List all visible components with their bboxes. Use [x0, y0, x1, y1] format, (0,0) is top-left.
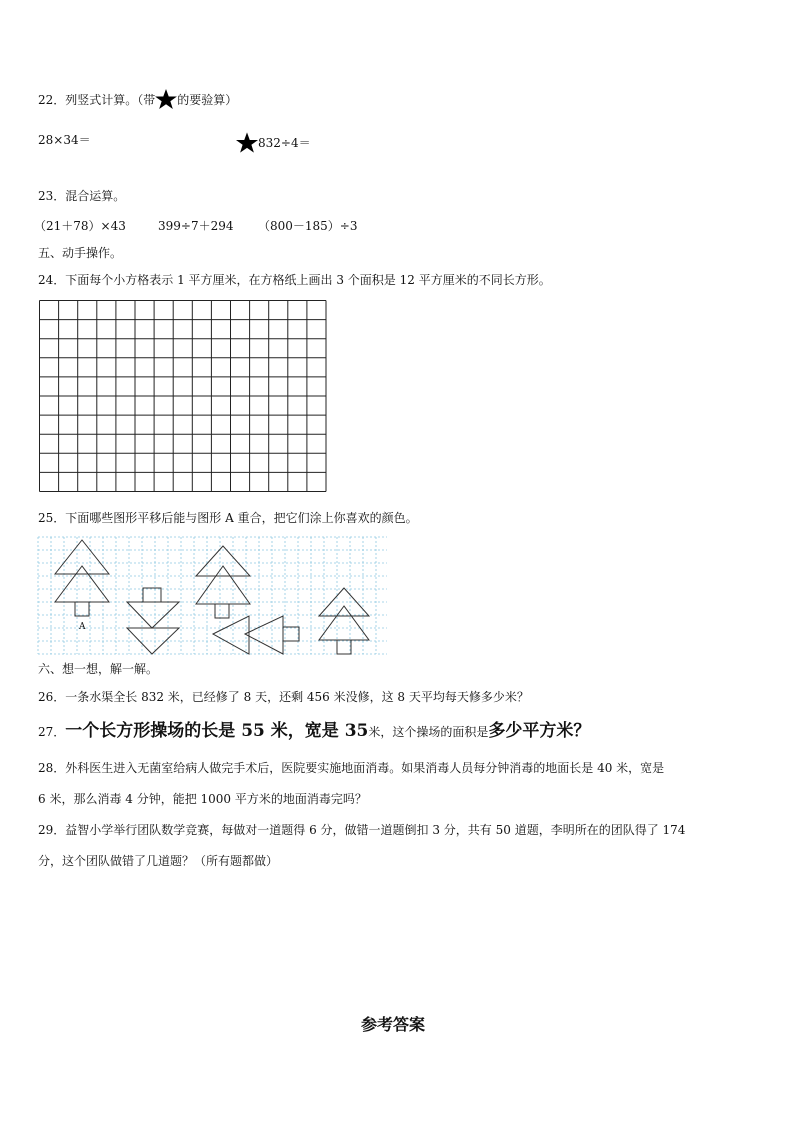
shape-c-middle — [196, 566, 250, 604]
q22-title-suffix: 的要验算） — [177, 93, 238, 107]
q27-part2: 米，这个操场的面积是 — [368, 725, 489, 739]
shape-c-top — [196, 546, 250, 576]
shape-c-trunk — [215, 604, 229, 618]
star-icon — [155, 89, 177, 109]
q23-title: 23．混合运算。 — [38, 189, 126, 203]
label-a: A — [79, 622, 86, 632]
q29-line-2: 分，这个团队做错了几道题？（所有题都做） — [38, 854, 279, 868]
q27-part1: 一个长方形操场的长是 55 米，宽是 35 — [65, 721, 369, 741]
q22-expr-1: 28×34＝ — [38, 133, 91, 147]
q27-num: 27． — [38, 725, 66, 739]
q23-expr-1: （21＋78）×43 — [34, 219, 126, 233]
shape-b-block — [143, 588, 161, 602]
q28-line-1: 28．外科医生进入无菌室给病人做完手术后，医院要实施地面消毒。如果消毒人员每分钟消毒的地面长是 40 米，宽是 — [38, 761, 665, 775]
q22-title-prefix: 22．列竖式计算。（带 — [38, 93, 156, 107]
q22-expr-2 — [236, 132, 311, 153]
q23-expr-3: （800－185）÷3 — [258, 219, 358, 233]
shape-a-middle — [55, 566, 109, 602]
square-grid[interactable] — [39, 300, 327, 494]
q23-expr-2: 399÷7＋294 — [158, 219, 234, 233]
shape-a-top — [55, 540, 109, 574]
shape-e-middle — [319, 606, 369, 640]
shape-d-right — [245, 616, 283, 654]
q26-text: 26．一条水渠全长 832 米，已经修了 8 天，还剩 456 米没修，这 8 天平均每天修多少米？ — [38, 690, 529, 704]
section-6-heading: 六、想一想，解一解。 — [38, 662, 159, 676]
q28-line-2: 6 米，那么消毒 4 分钟，能把 1000 平方米的地面消毒完吗？ — [38, 792, 367, 806]
q27-text — [38, 719, 590, 744]
shape-d-left — [213, 616, 249, 654]
q25-title: 25．下面哪些图形平移后能与图形 A 重合，把它们涂上你喜欢的颜色。 — [38, 511, 418, 525]
q29-line-1: 29．益智小学举行团队数学竞赛，每做对一道题得 6 分，做错一道题倒扣 3 分，共有 50 道题，李明所在的团队得了 174 — [38, 823, 686, 837]
q22-expr-2-text: 832÷4＝ — [258, 136, 311, 150]
q24-title: 24．下面每个小方格表示 1 平方厘米，在方格纸上画出 3 个面积是 12 平方厘米的不同长方形。 — [38, 273, 551, 287]
q27-part3: 多少平方米？ — [488, 721, 591, 741]
answer-heading: 参考答案 — [361, 1015, 426, 1034]
star-icon — [236, 132, 258, 153]
shape-e-trunk — [337, 640, 351, 654]
section-5-heading: 五、动手操作。 — [38, 246, 123, 260]
q22-title — [38, 89, 237, 109]
translation-figure — [37, 536, 389, 656]
